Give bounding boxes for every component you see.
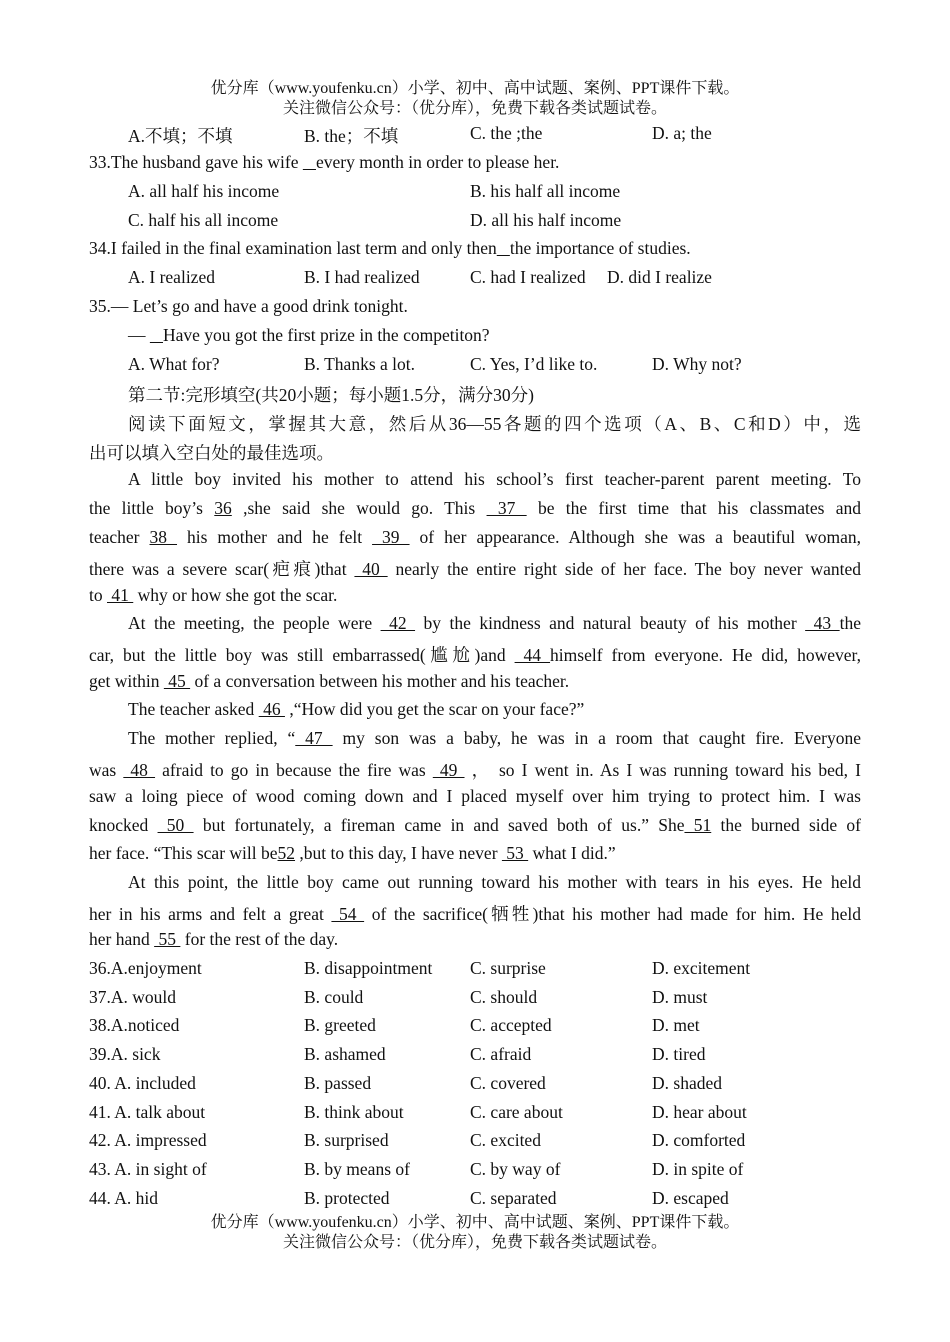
option-c: C. half his all income — [128, 210, 279, 230]
question-33: 33.The husband gave his wife every month in order to please her. — [89, 152, 560, 172]
passage-line: was 48 afraid to go in because the fire was 49 ， so I went in. As I was running toward his bed, I — [89, 760, 861, 780]
blank-39: 39 — [372, 527, 410, 547]
section-title: 第二节:完形填空(共20小题；每小题1.5分，满分30分) — [128, 385, 534, 405]
option-a: A. What for? — [128, 354, 220, 374]
option-b: B. his half all income — [470, 181, 621, 201]
option-c: C. by way of — [470, 1159, 561, 1179]
passage-line: The teacher asked 46 ,“How did you get the scar on your face?” — [128, 699, 585, 719]
option-b: B. could — [304, 987, 364, 1007]
option-c: C. accepted — [470, 1015, 552, 1035]
blank-50: 50 — [157, 815, 194, 835]
blank — [303, 152, 316, 172]
option-a: 43. A. in sight of — [89, 1159, 207, 1179]
option-b: B. surprised — [304, 1130, 389, 1150]
page-header-line2: 关注微信公众号：（优分库），免费下载各类试题试卷。 — [282, 100, 667, 117]
passage-line: her in his arms and felt a great 54 of the sacrifice(牺牲)that his mother had made for him. He held — [89, 904, 862, 924]
passage-line: get within 45 of a conversation between his mother and his teacher. — [89, 671, 570, 691]
option-b: B. I had realized — [304, 267, 420, 287]
question-35-reply: — Have you got the first prize in the competiton? — [128, 325, 490, 345]
option-a: 42. A. impressed — [89, 1130, 207, 1150]
blank-49: 49 — [432, 760, 465, 780]
blank-45: 45 — [163, 671, 191, 691]
blank-44: 44 — [514, 645, 551, 665]
blank-36: 36 — [214, 498, 232, 518]
option-d: D. Why not? — [652, 354, 742, 374]
passage-line: her hand 55 for the rest of the day. — [89, 929, 339, 949]
option-d: D. tired — [652, 1044, 706, 1064]
page-footer-line1: 优分库（www.youfenku.cn）小学、初中、高中试题、案例、PPT课件下载。 — [210, 1214, 740, 1231]
option-b: B. passed — [304, 1073, 372, 1093]
option-c: C. should — [470, 987, 538, 1007]
option-a: A. all half his income — [128, 181, 280, 201]
passage-line: the little boy’s 36 ,she said she would go. This 37 be the first time that his classmates and — [89, 498, 861, 518]
option-d: D. hear about — [652, 1102, 747, 1122]
blank-38: 38 — [149, 527, 178, 547]
page-footer-line2: 关注微信公众号：（优分库），免费下载各类试题试卷。 — [282, 1234, 667, 1251]
passage-line: At this point, the little boy came out running toward his mother with tears in his eyes. He held — [128, 872, 861, 892]
passage-line: car, but the little boy was still embarrassed(尴尬)and 44 himself from everyone. He did, however, — [89, 645, 861, 665]
blank — [150, 325, 163, 345]
option-c: C. care about — [470, 1102, 563, 1122]
section-instruction: 阅读下面短文，掌握其大意，然后从36—55各题的四个选项（A、B、C和D）中，选 — [128, 414, 861, 434]
blank-55: 55 — [154, 929, 181, 949]
section-instruction-cont: 出可以填入空白处的最佳选项。 — [89, 443, 334, 463]
option-b: B. greeted — [304, 1015, 376, 1035]
option-b: B. protected — [304, 1188, 390, 1208]
passage-line: A little boy invited his mother to attend his school’s first teacher-parent parent meeting. To — [128, 469, 861, 489]
blank-42: 42 — [380, 613, 416, 633]
option-b: B. disappointment — [304, 958, 433, 978]
blank-52: 52 — [277, 843, 296, 863]
option-c: C. the ;the — [470, 123, 543, 143]
blank-53: 53 — [501, 843, 529, 863]
blank — [497, 238, 510, 258]
blank-41: 41 — [107, 585, 134, 605]
blank-46: 46 — [258, 699, 285, 719]
option-c: C. surprise — [470, 958, 546, 978]
option-c: C. separated — [470, 1188, 557, 1208]
option-a: A.不填；不填 — [128, 126, 233, 146]
option-b: B. Thanks a lot. — [304, 354, 415, 374]
option-a: 36.A.enjoyment — [89, 958, 202, 978]
option-d: D. all his half income — [470, 210, 622, 230]
option-c: C. covered — [470, 1073, 546, 1093]
passage-line: to 41 why or how she got the scar. — [89, 585, 338, 605]
passage-line: saw a loing piece of wood coming down and I placed myself over him trying to protect him. I was — [89, 786, 861, 806]
option-c: C. had I realized — [470, 267, 586, 287]
option-c: C. Yes, I’d like to. — [470, 354, 598, 374]
option-d: D. must — [652, 987, 708, 1007]
blank-54: 54 — [331, 904, 365, 924]
blank-40: 40 — [354, 559, 388, 579]
option-a: 38.A.noticed — [89, 1015, 180, 1035]
option-a: 44. A. hid — [89, 1188, 159, 1208]
passage-line: knocked 50 but fortunately, a fireman came in and saved both of us.” She 51 the burned side of — [89, 815, 861, 835]
passage-line: teacher 38 his mother and he felt 39 of her appearance. Although she was a beautiful woman, — [89, 527, 861, 547]
option-a: A. I realized — [128, 267, 215, 287]
option-d: D. in spite of — [652, 1159, 744, 1179]
blank-51: 51 — [684, 815, 712, 835]
option-a: 40. A. included — [89, 1073, 196, 1093]
passage-line: The mother replied, “ 47 my son was a baby, he was in a room that caught fire. Everyone — [128, 728, 861, 748]
blank-43: 43 — [805, 613, 840, 633]
question-34: 34.I failed in the final examination last term and only then the importance of studies. — [89, 238, 691, 258]
option-d: D. escaped — [652, 1188, 729, 1208]
option-a: 37.A. would — [89, 987, 177, 1007]
option-d: D. did I realize — [607, 267, 712, 287]
option-b: B. think about — [304, 1102, 404, 1122]
blank-47: 47 — [295, 728, 333, 748]
blank-48: 48 — [123, 760, 156, 780]
passage-line: her face. “This scar will be52 ,but to this day, I have never 53 what I did.” — [89, 843, 616, 863]
option-d: D. met — [652, 1015, 700, 1035]
option-d: D. a; the — [652, 123, 712, 143]
passage-line: At the meeting, the people were 42 by the kindness and natural beauty of his mother 43 the — [128, 613, 862, 633]
option-d: D. comforted — [652, 1130, 746, 1150]
option-d: D. excitement — [652, 958, 751, 978]
option-b: B. by means of — [304, 1159, 410, 1179]
option-a: 41. A. talk about — [89, 1102, 206, 1122]
option-c: C. excited — [470, 1130, 541, 1150]
option-b: B. the；不填 — [304, 126, 399, 146]
blank-37: 37 — [486, 498, 527, 518]
page-header-line1: 优分库（www.youfenku.cn）小学、初中、高中试题、案例、PPT课件下载。 — [210, 80, 740, 97]
option-c: C. afraid — [470, 1044, 532, 1064]
passage-line: there was a severe scar(疤痕)that 40 nearly the entire right side of her face. The boy never wanted — [89, 559, 862, 579]
option-a: 39.A. sick — [89, 1044, 161, 1064]
question-35: 35.— Let’s go and have a good drink tonight. — [89, 296, 408, 316]
option-d: D. shaded — [652, 1073, 722, 1093]
option-b: B. ashamed — [304, 1044, 386, 1064]
